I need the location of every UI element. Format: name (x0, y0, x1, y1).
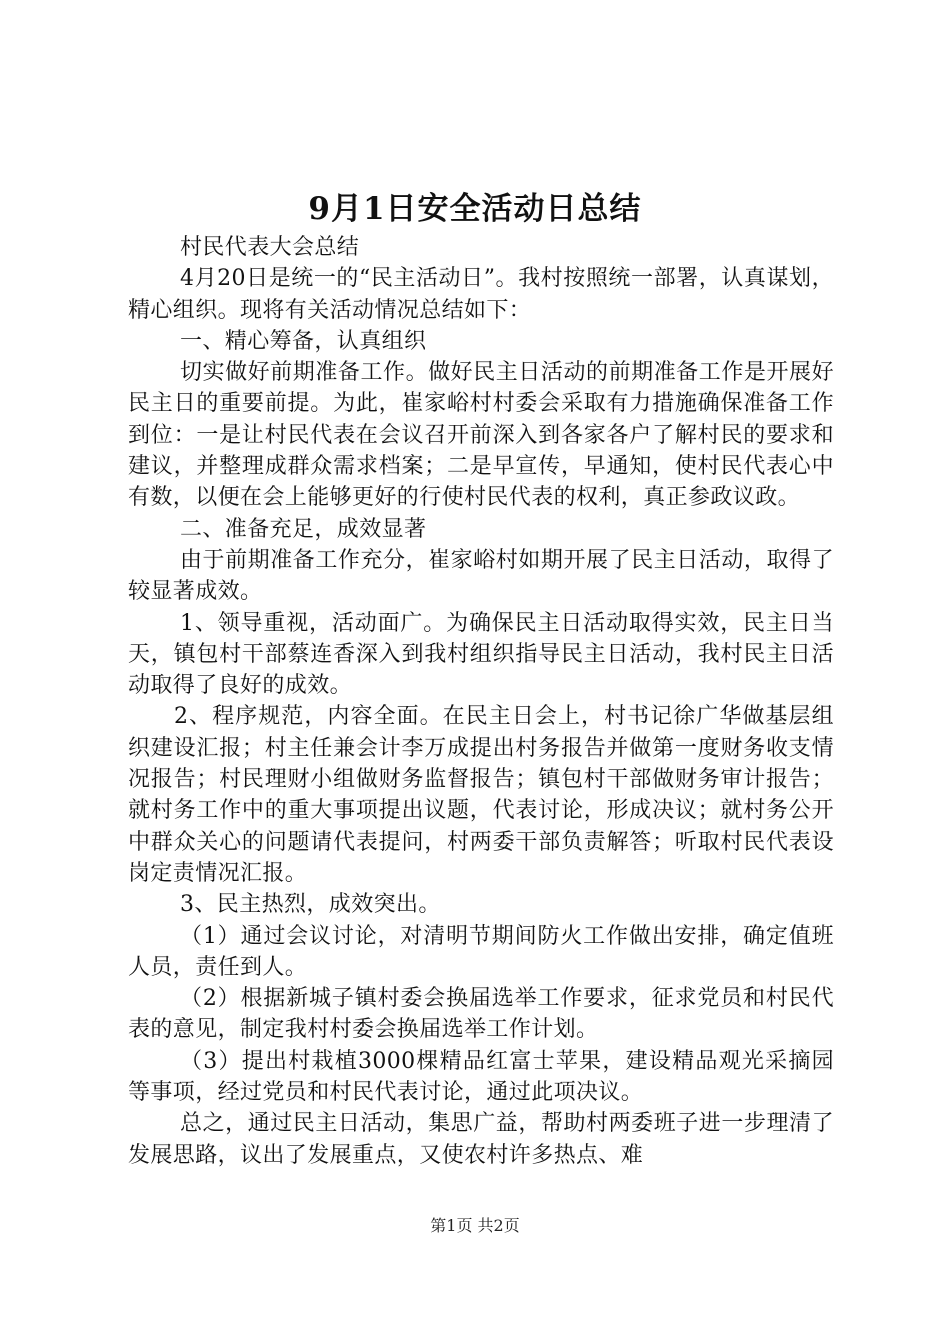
paragraph-point-1: 1、领导重视，活动面广。为确保民主日活动取得实效，民主日当天，镇包村干部蔡连香深入到我村组织指导民主日活动，我村民主日活动取得了良好的成效。 (128, 610, 834, 699)
paragraph-subtitle: 村民代表大会总结 (180, 235, 360, 260)
paragraph-results: 由于前期准备工作充分，崔家峪村如期开展了民主日活动，取得了较显著成效。 (128, 547, 834, 605)
paragraph-intro: 4月20日是统一的“民主活动日”。我村按照统一部署，认真谋划，精心组织。现将有关活动情况总结如下： (128, 266, 834, 323)
section-heading-1: 一、精心筹备，认真组织 (180, 328, 427, 354)
page-number-footer: 第1页 共2页 (430, 1216, 520, 1235)
document-body (128, 232, 834, 1171)
paragraph-subpoint-1: （1）通过会议讨论，对清明节期间防火工作做出安排，确定值班人员，责任到人。 (128, 923, 834, 980)
paragraph-conclusion: 总之，通过民主日活动，集思广益，帮助村两委班子进一步理清了发展思路，议出了发展重点，又使农村许多热点、难 (128, 1111, 834, 1168)
paragraph-point-2: 2、程序规范，内容全面。在民主日会上，村书记徐广华做基层组织建设汇报；村主任兼会计李万成提出村务报告并做第一度财务收支情况报告；村民理财小组做财务监督报告；镇包村干部做财务审计报告；就村务工作中的重大事项提出议题，代表讨论，形成决议；就村务公开中群众关心的问题请代表提问，村两委干部负责解答；听取村民代表设岗定责情况汇报。 (128, 704, 834, 886)
paragraph-subpoint-2: （2）根据新城子镇村委会换届选举工作要求，征求党员和村民代表的意见，制定我村村委会换届选举工作计划。 (128, 986, 834, 1043)
paragraph-subpoint-3: （3）提出村栽植3000棵精品红富士苹果，建设精品观光采摘园等事项，经过党员和村民代表讨论，通过此项决议。 (128, 1048, 834, 1106)
paragraph-preparation: 切实做好前期准备工作。做好民主日活动的前期准备工作是开展好民主日的重要前提。为此，崔家峪村村委会采取有力措施确保准备工作到位：一是让村民代表在会议召开前深入到各家各户了解村民的要求和建议，并整理成群众需求档案；二是早宣传，早通知，使村民代表心中有数，以便在会上能够更好的行使村民代表的权利，真正参政议政。 (128, 360, 834, 511)
section-heading-2: 二、准备充足，成效显著 (180, 516, 427, 542)
document-title: 9月1日安全活动日总结 (308, 191, 642, 227)
paragraph-point-3: 3、民主热烈，成效突出。 (180, 892, 441, 918)
